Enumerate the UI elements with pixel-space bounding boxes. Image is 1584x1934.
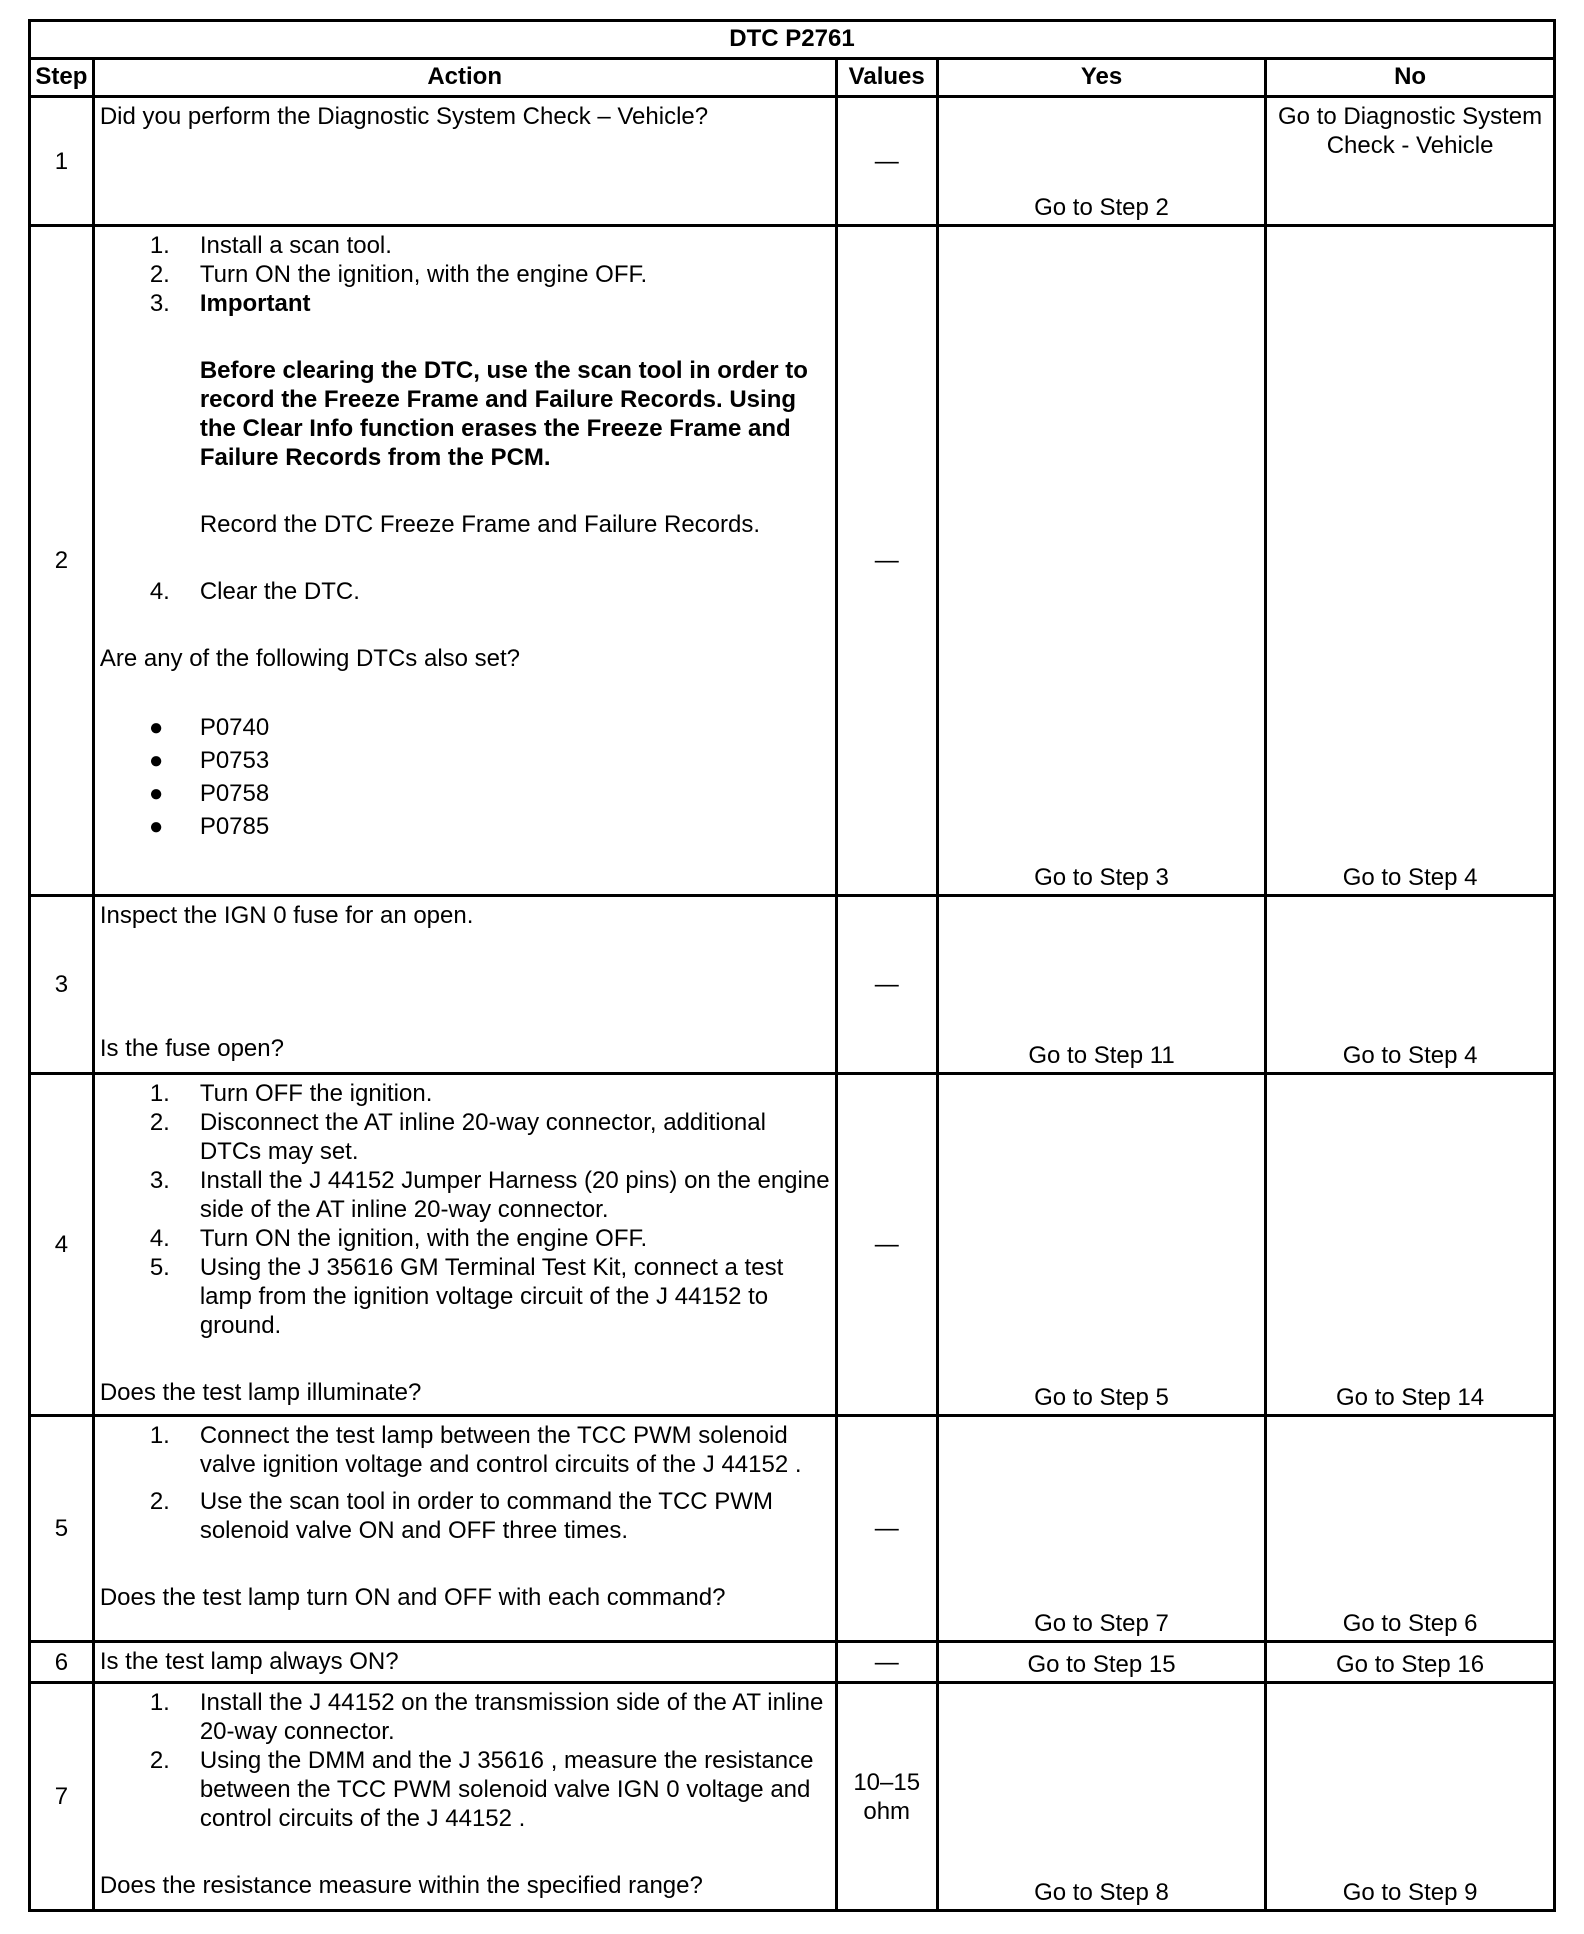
action-step: 2. Disconnect the AT inline 20-way connector, additional DTCs may set. <box>149 1109 766 1165</box>
action-question: Does the test lamp illuminate? <box>99 1379 422 1406</box>
action-step: 5. Using the J 35616 GM Terminal Test Kit, connect a test lamp from the ignition voltage circuit of the J 44152 to ground. <box>149 1254 784 1339</box>
action-cell <box>93 97 836 226</box>
action-step: 2. Use the scan tool in order to command the TCC PWM solenoid valve ON and OFF three times. <box>149 1488 773 1544</box>
step-number: 2 <box>30 226 94 896</box>
no-cell: Go to Step 4 <box>1266 896 1555 1074</box>
step-number: 6 <box>30 1642 94 1683</box>
action-step-text: Install the J 44152 on the transmission side of the AT inline 20-way connector. <box>199 1689 824 1745</box>
action-step-text: Use the scan tool in order to command the TCC PWM solenoid valve ON and OFF three times. <box>199 1488 773 1544</box>
action-step: 2. Turn ON the ignition, with the engine OFF. <box>149 261 648 288</box>
no-cell: Go to Step 16 <box>1266 1642 1555 1683</box>
header-step: Step <box>30 59 94 97</box>
action-step: 1. Install a scan tool. <box>149 232 392 259</box>
action-step: 4. Clear the DTC. <box>149 578 360 605</box>
header-values: Values <box>836 59 937 97</box>
no-cell: Go to Step 14 <box>1266 1074 1555 1416</box>
list-item: ● P0758 <box>148 780 270 807</box>
table-row <box>30 896 1555 1074</box>
action-step-text: Install the J 44152 Jumper Harness (20 pins) on the engine side of the AT inline 20-way connector. <box>199 1167 830 1223</box>
action-step: 1. Turn OFF the ignition. <box>149 1080 433 1107</box>
table-row <box>30 1416 1555 1642</box>
yes-cell: Go to Step 7 <box>937 1416 1265 1642</box>
dtc-list <box>100 711 831 843</box>
no-cell: Go to Step 9 <box>1266 1683 1555 1911</box>
step-number: 7 <box>30 1683 94 1911</box>
yes-cell: Go to Step 2 <box>937 97 1265 226</box>
action-step: 2. Using the DMM and the J 35616 , measure the resistance between the TCC PWM solenoid valve IGN 0 voltage and control circuits of the J 44152 . <box>149 1747 814 1832</box>
action-question: Is the fuse open? <box>99 1035 284 1062</box>
action-step-text: Turn ON the ignition, with the engine OFF. <box>199 261 648 288</box>
header-action: Action <box>93 59 836 97</box>
dtc-code: P0740 <box>199 714 270 741</box>
action-step-text: Using the DMM and the J 35616 , measure the resistance between the TCC PWM solenoid valve IGN 0 voltage and control circuits of the J 44152 . <box>199 1747 814 1832</box>
action-step-text: Disconnect the AT inline 20-way connector, additional DTCs may set. <box>199 1109 766 1165</box>
table-row <box>30 226 1555 896</box>
action-question: Is the test lamp always ON? <box>99 1648 399 1675</box>
action-step-text: Turn OFF the ignition. <box>199 1080 433 1107</box>
action-question: Does the test lamp turn ON and OFF with each command? <box>99 1584 726 1611</box>
action-question: Does the resistance measure within the specified range? <box>99 1872 703 1899</box>
action-step-text: Clear the DTC. <box>199 578 360 605</box>
list-item: ● P0740 <box>148 714 270 741</box>
header-no: No <box>1266 59 1555 97</box>
action-steps <box>100 1688 831 1833</box>
step-number: 3 <box>30 896 94 1074</box>
list-item: ● P0753 <box>148 747 270 774</box>
table-row <box>30 1683 1555 1911</box>
action-cell <box>93 1683 836 1911</box>
action-steps <box>100 1421 831 1545</box>
action-step: 1. Install the J 44152 on the transmission side of the AT inline 20-way connector. <box>149 1689 824 1745</box>
important-label: Important <box>199 290 311 317</box>
action-step: 1. Connect the test lamp between the TCC PWM solenoid valve ignition voltage and control circuits of the J 44152 . <box>149 1422 802 1478</box>
values-cell: — <box>836 1074 937 1416</box>
table-row <box>30 1074 1555 1416</box>
action-cell <box>93 1074 836 1416</box>
action-steps <box>100 231 831 606</box>
table-row <box>30 97 1555 226</box>
step-number: 4 <box>30 1074 94 1416</box>
table-title: DTC P2761 <box>30 21 1555 59</box>
yes-cell: Go to Step 11 <box>937 896 1265 1074</box>
action-step: 3. Important Before clearing the DTC, use the scan tool in order to record the Freeze Frame and Failure Records. Using the Clear Info function erases the Freeze Frame and Failure Records from the PCM. Record the DTC Freeze Frame and Failure Records. <box>100 289 831 539</box>
table-row <box>30 1642 1555 1683</box>
dtc-table <box>28 19 1556 1912</box>
yes-cell: Go to Step 3 <box>937 226 1265 896</box>
list-item: ● P0785 <box>148 813 270 840</box>
important-note: Before clearing the DTC, use the scan tool in order to record the Freeze Frame and Failure Records. Using the Clear Info function erases the Freeze Frame and Failure Records from the PCM. <box>199 357 808 471</box>
action-cell <box>93 1642 836 1683</box>
action-cell <box>93 1416 836 1642</box>
dtc-code: P0753 <box>199 747 270 774</box>
dtc-code: P0758 <box>199 780 270 807</box>
values-cell: — <box>836 97 937 226</box>
header-yes: Yes <box>937 59 1265 97</box>
action-step-text: Connect the test lamp between the TCC PWM solenoid valve ignition voltage and control circuits of the J 44152 . <box>199 1422 802 1478</box>
header-row <box>30 59 1555 97</box>
values-cell: — <box>836 226 937 896</box>
no-cell: Go to Step 6 <box>1266 1416 1555 1642</box>
no-cell: Go to Diagnostic System Check - Vehicle <box>1266 97 1555 226</box>
action-step-text: Turn ON the ignition, with the engine OFF. <box>199 1225 648 1252</box>
action-step-text: Install a scan tool. <box>199 232 392 259</box>
action-cell <box>93 226 836 896</box>
step-number: 5 <box>30 1416 94 1642</box>
no-cell: Go to Step 4 <box>1266 226 1555 896</box>
action-step: 3. Install the J 44152 Jumper Harness (20 pins) on the engine side of the AT inline 20-way connector. <box>149 1167 830 1223</box>
action-question: Are any of the following DTCs also set? <box>99 645 521 672</box>
yes-cell: Go to Step 8 <box>937 1683 1265 1911</box>
values-cell: — <box>836 1642 937 1683</box>
values-cell: — <box>836 1416 937 1642</box>
action-cell <box>93 896 836 1074</box>
values-cell: 10–15 ohm <box>836 1683 937 1911</box>
yes-cell: Go to Step 5 <box>937 1074 1265 1416</box>
dtc-code: P0785 <box>199 813 270 840</box>
record-instruction: Record the DTC Freeze Frame and Failure Records. <box>199 511 761 538</box>
action-steps <box>100 1079 831 1340</box>
action-text: Inspect the IGN 0 fuse for an open. <box>99 902 474 929</box>
action-step-text: Using the J 35616 GM Terminal Test Kit, connect a test lamp from the ignition voltage circuit of the J 44152 to ground. <box>199 1254 784 1339</box>
action-question: Did you perform the Diagnostic System Check – Vehicle? <box>99 103 709 130</box>
action-step: 4. Turn ON the ignition, with the engine OFF. <box>149 1225 648 1252</box>
step-number: 1 <box>30 97 94 226</box>
yes-cell: Go to Step 15 <box>937 1642 1265 1683</box>
values-cell: — <box>836 896 937 1074</box>
